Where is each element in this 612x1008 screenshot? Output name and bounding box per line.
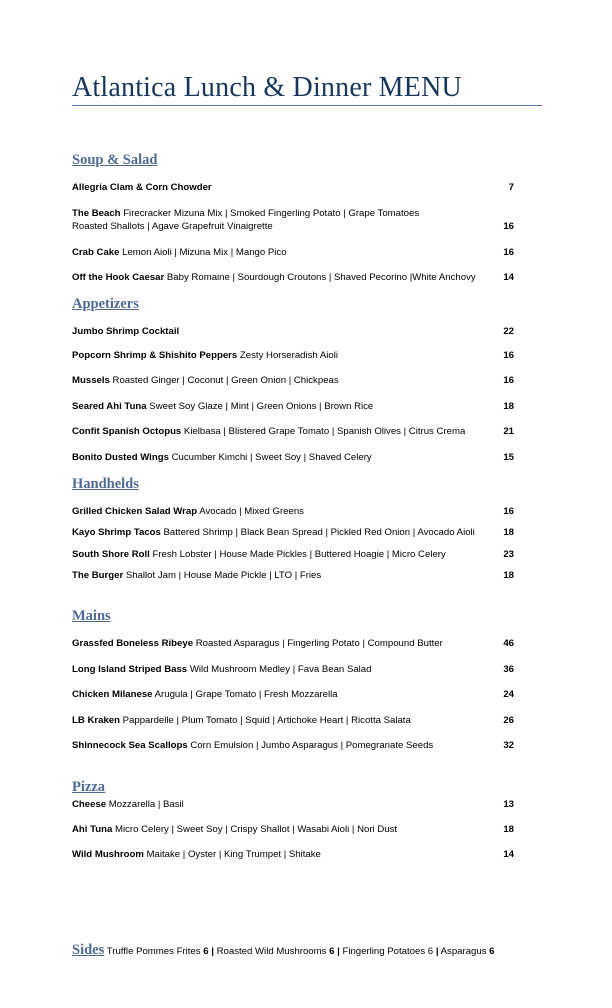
item-price: 16 — [503, 350, 514, 361]
item-price: 13 — [503, 799, 514, 810]
item-price: 46 — [503, 638, 514, 649]
item-description: Baby Romaine | Sourdough Croutons | Shaved Pecorino |White Anchovy — [164, 272, 476, 283]
item-description: Corn Emulsion | Jumbo Asparagus | Pomegranate Seeds — [187, 740, 434, 751]
item-price: 22 — [503, 326, 514, 337]
item-price: 26 — [503, 715, 514, 726]
menu-item — [72, 271, 514, 284]
item-name: Shinnecock Sea Scallops — [72, 740, 188, 751]
side-item-price: 6 — [329, 946, 335, 957]
item-description: Arugula | Grape Tomato | Fresh Mozzarella — [152, 689, 338, 700]
item-price: 14 — [503, 849, 514, 860]
item-price: 18 — [503, 824, 514, 835]
section-heading-appetizers: Appetizers — [72, 296, 139, 312]
title-divider — [72, 105, 542, 106]
menu-item — [72, 798, 514, 811]
section-heading-handhelds: Handhelds — [72, 476, 139, 492]
item-description-line2: Roasted Shallots | Agave Grapefruit Vinaigrette — [72, 221, 273, 232]
item-price: 21 — [503, 426, 514, 437]
item-price: 24 — [503, 689, 514, 700]
item-name: Confit Spanish Octopus — [72, 426, 182, 437]
menu-item — [72, 181, 514, 194]
item-price: 7 — [508, 182, 514, 193]
menu-title: Atlantica Lunch & Dinner MENU — [72, 72, 462, 103]
menu-item — [72, 548, 514, 561]
item-description: Roasted Asparagus | Fingerling Potato | Compound Butter — [193, 638, 443, 649]
item-price: 16 — [503, 375, 514, 386]
side-separator: | — [208, 946, 214, 957]
item-name: Off the Hook Caesar — [72, 272, 165, 283]
item-description: Pappardelle | Plum Tomato | Squid | Artichoke Heart | Ricotta Salata — [119, 715, 411, 726]
item-name: Chicken Milanese — [72, 689, 153, 700]
menu-item — [72, 207, 514, 233]
side-item-name: Asparagus — [438, 946, 490, 957]
item-name: Kayo Shrimp Tacos — [72, 527, 161, 538]
item-price: 18 — [503, 401, 514, 412]
item-name: Allegria Clam & Corn Chowder — [72, 182, 212, 193]
item-description: Zesty Horseradish Aioli — [237, 350, 339, 361]
menu-item — [72, 451, 514, 464]
item-description: Avocado | Mixed Greens — [197, 506, 304, 517]
item-description: Maitake | Oyster | King Trumpet | Shitake — [143, 849, 321, 860]
item-description: Wild Mushroom Medley | Fava Bean Salad — [187, 664, 372, 675]
item-name: Mussels — [72, 375, 110, 386]
menu-item — [72, 714, 514, 727]
menu-item — [72, 425, 514, 438]
item-name: Long Island Striped Bass — [72, 664, 188, 675]
menu-item — [72, 349, 514, 362]
item-price: 32 — [503, 740, 514, 751]
item-description: Shallot Jam | House Made Pickle | LTO | Fries — [123, 570, 322, 581]
item-price: 36 — [503, 664, 514, 675]
item-name: Ahi Tuna — [72, 824, 113, 835]
menu-item — [72, 400, 514, 413]
menu-item — [72, 823, 514, 836]
menu-item — [72, 325, 514, 338]
side-item-price: 6 — [203, 946, 209, 957]
item-price: 14 — [503, 272, 514, 283]
menu-item — [72, 569, 514, 582]
item-name: Jumbo Shrimp Cocktail — [72, 326, 180, 337]
menu-item — [72, 637, 514, 650]
item-description: Sweet Soy Glaze | Mint | Green Onions | Brown Rice — [146, 401, 374, 412]
sides-line — [72, 942, 522, 959]
item-name: Cheese — [72, 799, 107, 810]
menu-item — [72, 739, 514, 752]
item-description: Battered Shrimp | Black Bean Spread | Pickled Red Onion | Avocado Aioli — [160, 527, 475, 538]
item-description: Mozzarella | Basil — [106, 799, 184, 810]
section-heading-sides: Sides — [72, 942, 105, 958]
side-separator: | — [435, 946, 439, 957]
item-name: Wild Mushroom — [72, 849, 144, 860]
item-description: Cucumber Kimchi | Sweet Soy | Shaved Celery — [168, 452, 372, 463]
item-description: Micro Celery | Sweet Soy | Crispy Shallot | Wasabi Aioli | Nori Dust — [112, 824, 398, 835]
item-description: Kielbasa | Blistered Grape Tomato | Spanish Olives | Citrus Crema — [181, 426, 466, 437]
side-item-name: Roasted Wild Mushrooms — [213, 946, 330, 957]
item-description: Firecracker Mizuna Mix | Smoked Fingerling Potato | Grape Tomatoes — [120, 208, 420, 219]
item-description: Roasted Ginger | Coconut | Green Onion | Chickpeas — [109, 375, 339, 386]
item-description: Lemon Aioli | Mizuna Mix | Mango Pico — [119, 247, 287, 258]
menu-item — [72, 663, 514, 676]
item-name: Bonito Dusted Wings — [72, 452, 169, 463]
side-item-price: 6 — [489, 946, 495, 957]
section-heading-pizza: Pizza — [72, 779, 106, 795]
menu-item — [72, 505, 514, 518]
item-name: Grilled Chicken Salad Wrap — [72, 506, 198, 517]
item-price: 16 — [503, 221, 514, 232]
item-name: Crab Cake — [72, 247, 120, 258]
item-name: The Burger — [72, 570, 124, 581]
item-name: The Beach — [72, 208, 121, 219]
item-price: 16 — [503, 247, 514, 258]
item-price: 23 — [503, 549, 514, 560]
item-price: 15 — [503, 452, 514, 463]
item-price: 18 — [503, 527, 514, 538]
item-name: LB Kraken — [72, 715, 120, 726]
item-price: 16 — [503, 506, 514, 517]
item-price: 18 — [503, 570, 514, 581]
item-name: Grassfed Boneless Ribeye — [72, 638, 194, 649]
item-name: Popcorn Shrimp & Shishito Peppers — [72, 350, 238, 361]
item-name: South Shore Roll — [72, 549, 150, 560]
item-name: Seared Ahi Tuna — [72, 401, 147, 412]
item-description: Fresh Lobster | House Made Pickles | Buttered Hoagie | Micro Celery — [149, 549, 446, 560]
menu-item — [72, 374, 514, 387]
menu-item — [72, 246, 514, 259]
menu-item — [72, 526, 514, 539]
section-heading-soup-salad: Soup & Salad — [72, 152, 158, 168]
menu-item — [72, 688, 514, 701]
menu-item — [72, 848, 514, 861]
side-separator: | — [334, 946, 340, 957]
side-item-name: Truffle Pommes Frites — [104, 946, 204, 957]
section-heading-mains: Mains — [72, 608, 111, 624]
side-item-name: Fingerling Potatoes 6 — [339, 946, 436, 957]
